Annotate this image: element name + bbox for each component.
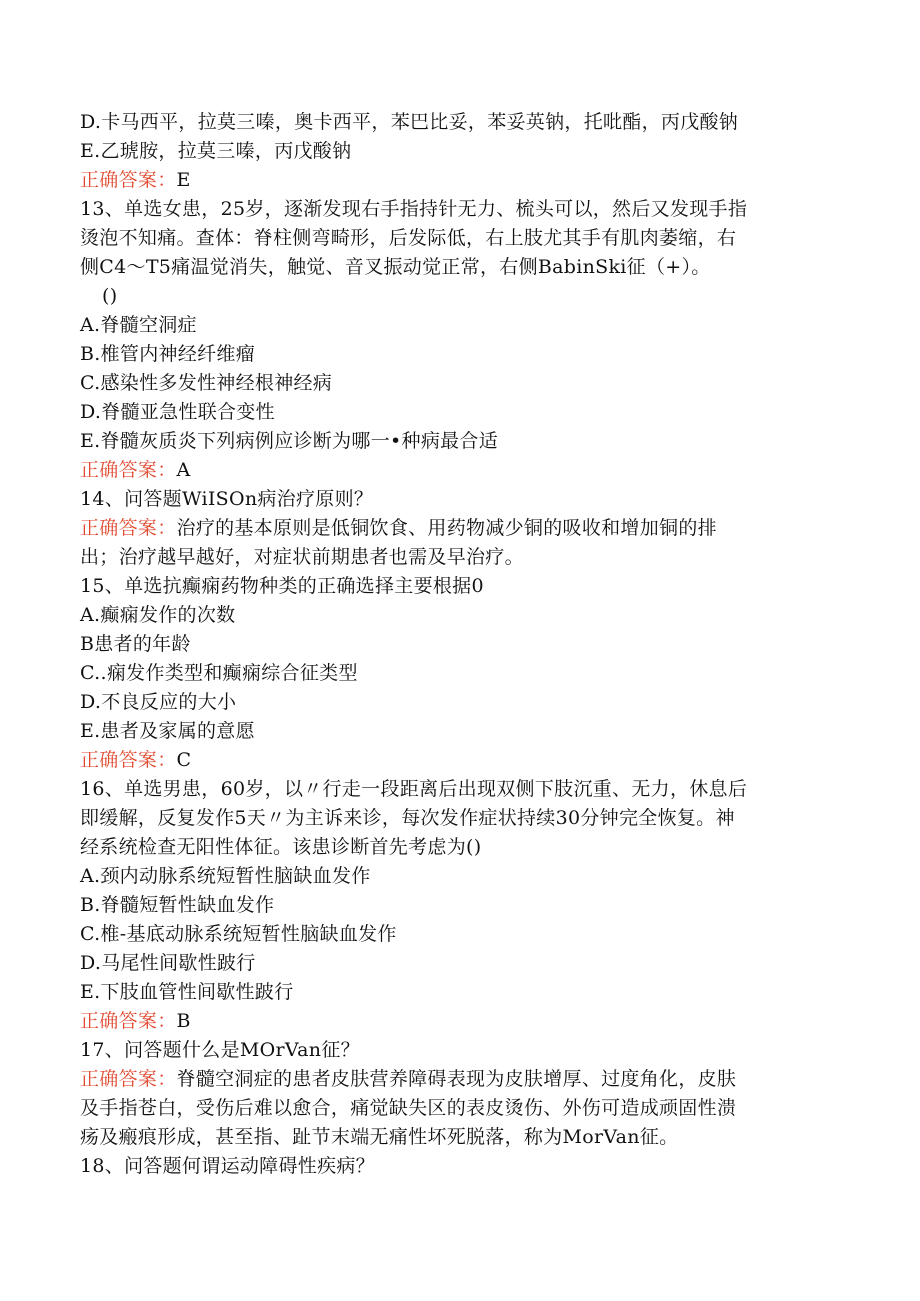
answer-value: 脊髓空洞症的患者皮肤营养障碍表现为皮肤增厚、过度角化，皮肤: [176, 1068, 737, 1090]
text-line: 烫泡不知痛。查体：脊柱侧弯畸形，后发际低，右上肢尤其手有肌肉萎缩，右: [80, 227, 737, 249]
answer-value: C: [176, 749, 192, 771]
text-line: 侧C4～T5痛温觉消失，触觉、音叉振动觉正常，右侧BabinSki征（+）。: [80, 256, 711, 278]
text-line: 经系统检查无阳性体征。该患诊断首先考虑为(): [80, 836, 482, 858]
answer-label: 正确答案：: [80, 749, 177, 771]
text-line: 出；治疗越早越好，对症状前期患者也需及早治疗。: [80, 546, 524, 568]
text-line: E.脊髓灰质炎下列病例应诊断为哪一•种病最合适: [80, 430, 499, 452]
answer-line: [80, 1007, 840, 1036]
text-line: D.脊髓亚急性联合变性: [80, 401, 275, 423]
answer-value: 治疗的基本原则是低铜饮食、用药物减少铜的吸收和增加铜的排: [176, 517, 717, 539]
text-line: A.脊髓空洞症: [80, 314, 197, 336]
text-line: (): [102, 285, 118, 307]
answer-value: B: [176, 1010, 191, 1032]
text-line: D.不良反应的大小: [80, 691, 237, 713]
answer-line: [80, 514, 840, 543]
document-page: [80, 108, 840, 1181]
text-line: B.脊髓短暂性缺血发作: [80, 894, 275, 916]
text-line: C.感染性多发性神经根神经病: [80, 372, 333, 394]
text-line: C.椎-基底动脉系统短暂性脑缺血发作: [80, 923, 397, 945]
text-line: B患者的年龄: [80, 633, 191, 655]
text-line: A.癫痫发作的次数: [80, 604, 236, 626]
text-line: D.马尾性间歇性跛行: [80, 952, 256, 974]
answer-label: 正确答案：: [80, 1068, 177, 1090]
answer-label: 正确答案：: [80, 517, 177, 539]
answer-line: [80, 456, 840, 485]
text-line: E.乙琥胺，拉莫三嗪，丙戊酸钠: [80, 140, 352, 162]
text-line: 18、问答题何谓运动障碍性疾病？: [80, 1155, 375, 1177]
text-line: 14、问答题WiISOn病治疗原则？: [80, 488, 374, 510]
answer-label: 正确答案：: [80, 1010, 177, 1032]
text-line: A.颈内动脉系统短暂性脑缺血发作: [80, 865, 371, 887]
answer-value: E: [176, 169, 191, 191]
text-line: 疡及瘢痕形成，甚至指、趾节末端无痛性坏死脱落，称为MorVan征。: [80, 1126, 679, 1148]
text-line: C..痫发作类型和癫痫综合征类型: [80, 662, 358, 684]
answer-line: [80, 1065, 840, 1094]
text-line: D.卡马西平，拉莫三嗪，奥卡西平，苯巴比妥，苯妥英钠，托吡酯，丙戊酸钠: [80, 111, 739, 133]
text-line: 16、单选男患，60岁，以〃行走一段距离后出现双侧下肢沉重、无力，休息后: [80, 778, 748, 800]
answer-line: [80, 746, 840, 775]
text-line: 17、问答题什么是MOrVan征？: [80, 1039, 360, 1061]
answer-value: A: [176, 459, 191, 481]
text-line: 及手指苍白，受伤后难以愈合，痛觉缺失区的表皮烫伤、外伤可造成顽固性溃: [80, 1097, 737, 1119]
text-line: B.椎管内神经纤维瘤: [80, 343, 256, 365]
text-line: E.患者及家属的意愿: [80, 720, 255, 742]
text-line: E.下肢血管性间歇性跛行: [80, 981, 294, 1003]
text-line: 即缓解，反复发作5天〃为主诉来诊，每次发作症状持续30分钟完全恢复。神: [80, 807, 735, 829]
answer-label: 正确答案：: [80, 169, 177, 191]
answer-label: 正确答案：: [80, 459, 177, 481]
text-line: 13、单选女患，25岁，逐渐发现右手指持针无力、梳头可以，然后又发现手指: [80, 198, 748, 220]
text-line: 15、单选抗癫痫药物种类的正确选择主要根据0: [80, 575, 484, 597]
answer-line: [80, 166, 840, 195]
